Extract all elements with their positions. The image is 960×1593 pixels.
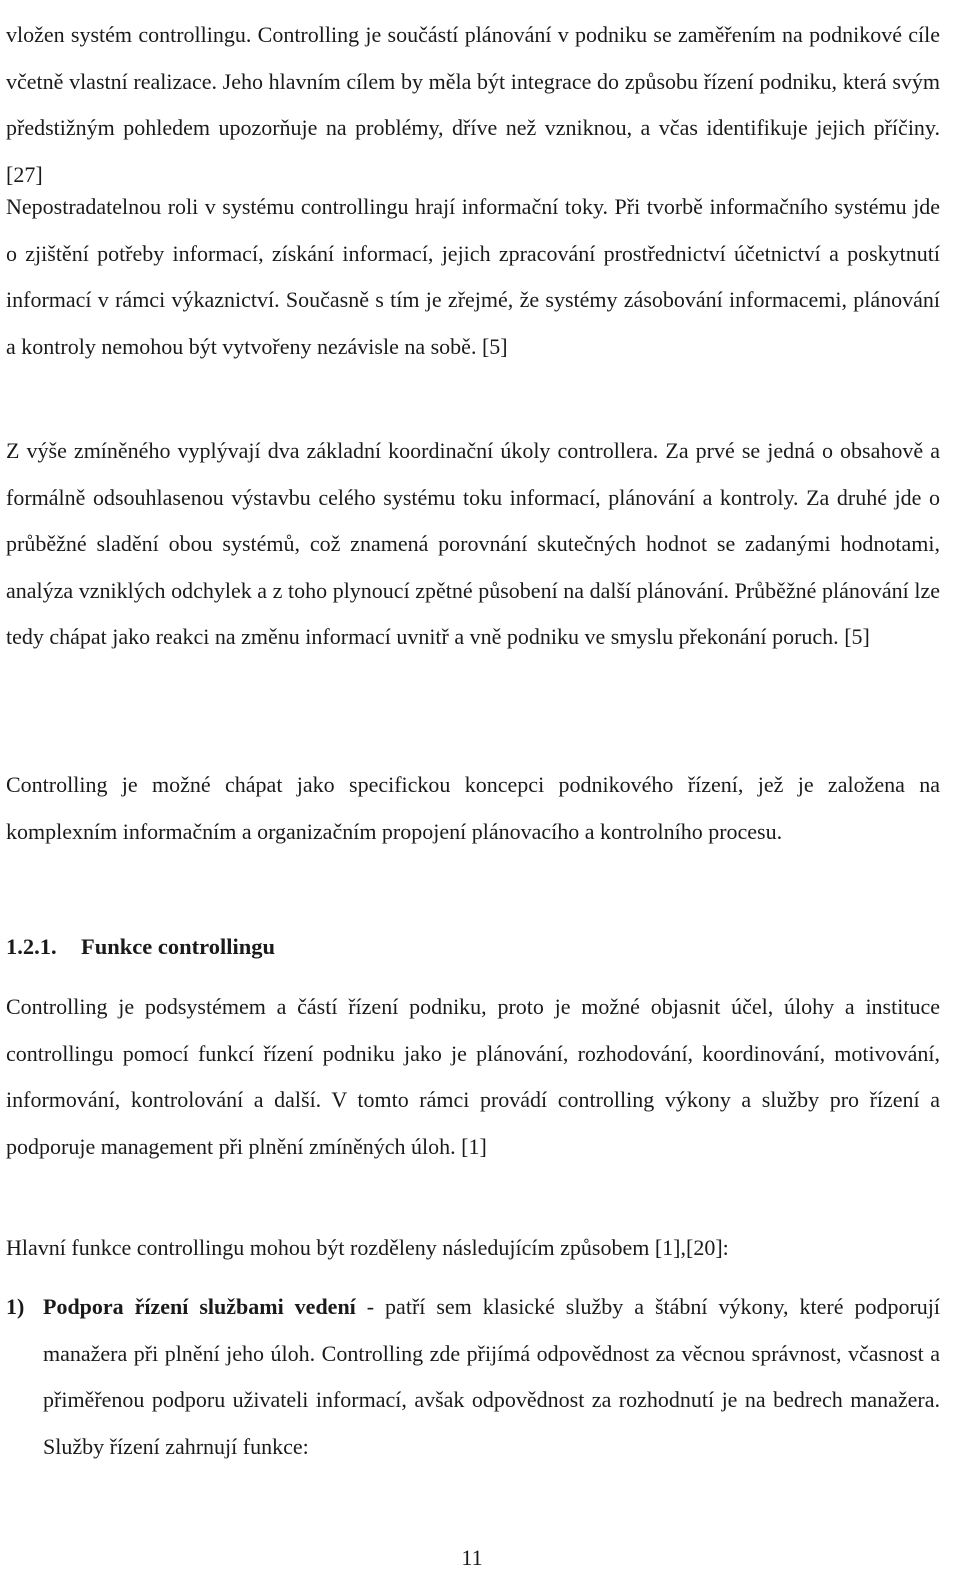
paragraph-coordination-tasks bbox=[6, 428, 940, 661]
page-number: 11 bbox=[461, 1545, 483, 1570]
section-title: Funkce controllingu bbox=[81, 934, 275, 959]
paragraph-controlling-subsystem: Controlling je podsystémem a částí řízení podniku, proto je možné objasnit účel, úlohy a instituce controllingu pomocí funkcí řízení podniku jako je plánování, rozhodování, koordinování, motivování, informování, kontrolování a další. V tomto rámci provádí controlling výkony a služby pro řízení a podporuje management při plnění zmíněných úloh. [1] bbox=[6, 994, 940, 1159]
list-marker: 1) bbox=[6, 1294, 25, 1319]
list-item-text: - patří sem klasické služby a štábní výkony, které podporují manažera při plnění jeho úloh. Controlling zde přijímá odpovědnost za věcnou správnost, včasnost a přiměřenou podporu uživateli informací, avšak odpovědnost za rozhodnutí je na bedrech manažera. Služby řízení zahrnují funkce: bbox=[43, 1294, 940, 1459]
list-item-title: Podpora řízení službami vedení bbox=[43, 1294, 356, 1319]
paragraph-text: Z výše zmíněného vyplývají dva základní koordinační úkoly controllera. Za prvé se jedná o obsahově a formálně odsouhlasenou výstavbu celého systému toku informací, plánování a kontroly. Za druhé jde o průběžné sladění obou systémů, což znamená porovnání skutečných hodnot se zadanými hodnotami, analýza vzniklých odchylek a z toho plynoucí zpětné působení na další plánování. Průběžné plánování lze tedy chápat jako reakci na změnu informací uvnitř a vně podniku ve smyslu překonání poruch. bbox=[6, 438, 940, 650]
paragraph-information-flows: Nepostradatelnou roli v systému controllingu hrají informační toky. Při tvorbě informačního systému jde o zjištění potřeby informací, získání informací, jejich zpracování prostřednictví účetnictví a poskytnutí informací v rámci výkaznictví. Současně s tím je zřejmé, že systémy zásobování informacemi, plánování a kontroly nemohou být vytvořeny nezávisle na sobě. [5] bbox=[6, 194, 940, 359]
paragraph-controlling-concept: Controlling je možné chápat jako specifickou koncepci podnikového řízení, jež je založena na komplexním informačním a organizačním propojení plánovacího a kontrolního procesu. bbox=[6, 772, 940, 844]
citation: [27] bbox=[6, 161, 43, 187]
list-item bbox=[6, 1284, 940, 1470]
section-heading bbox=[6, 924, 940, 971]
section-number: 1.2.1. bbox=[6, 934, 57, 959]
paragraph-text: vložen systém controllingu. Controlling je součástí plánování v podniku se zaměřením na podnikové cíle včetně vlastní realizace. Jeho hlavním cílem by měla být integrace do způsobu řízení podniku, která svým předstižným pohledem upozorňuje na problémy, dříve než vzniknou, a včas identifikuje jejich příčiny. bbox=[6, 22, 940, 141]
paragraph-controlling-intro bbox=[6, 12, 940, 198]
list-item-body bbox=[43, 1284, 940, 1470]
citation: [5] bbox=[844, 624, 870, 650]
paragraph-main-functions: Hlavní funkce controllingu mohou být rozděleny následujícím způsobem [1],[20]: bbox=[6, 1235, 729, 1260]
